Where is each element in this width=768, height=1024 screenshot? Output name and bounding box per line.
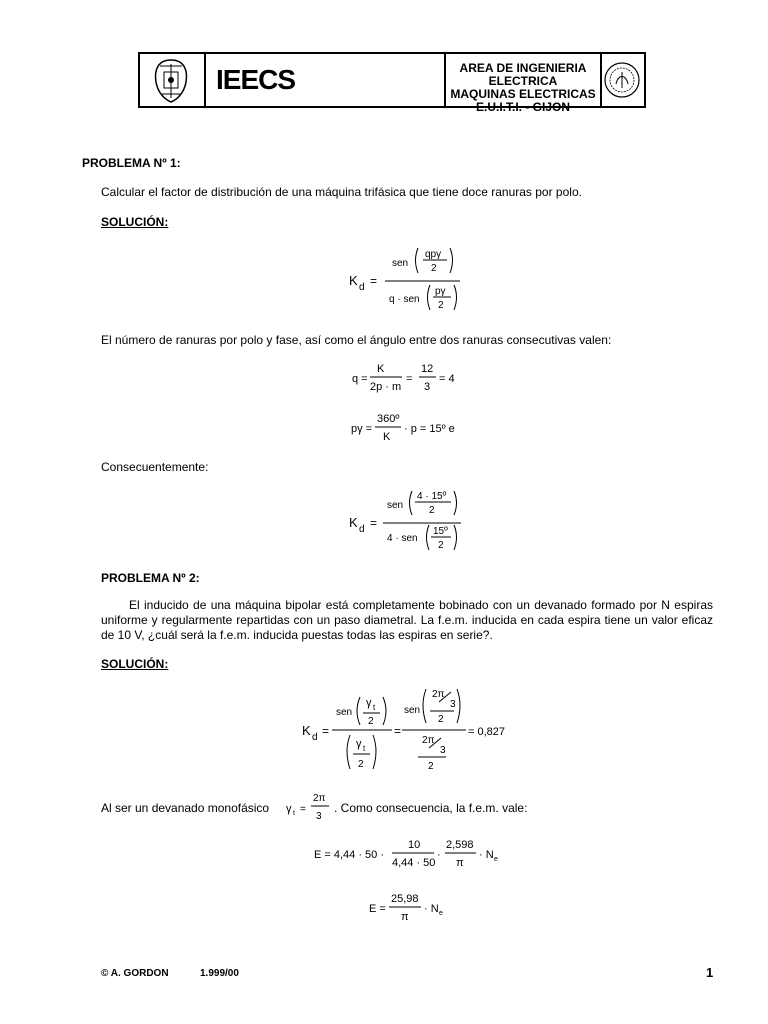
svg-text:2π: 2π	[422, 735, 435, 746]
svg-text:q =: q =	[352, 373, 368, 385]
problem-2-statement: El inducido de una máquina bipolar está completamente bobinado con un devanado formado por N espiras uniforme y regularmente repartidas con un paso diametral. La f.e.m. inducida en cada espira tiene un valor eficaz de 10 V, ¿cuál será la f.e.m. inducida puestas todas las espiras en serie?.	[101, 598, 713, 642]
footer-author: © A. GORDON	[101, 968, 169, 979]
svg-text:γ: γ	[366, 697, 372, 709]
svg-text:· N: · N	[424, 903, 439, 915]
kd-value	[345, 485, 475, 557]
svg-text:=: =	[406, 373, 413, 385]
gamma-t-equation	[284, 788, 336, 826]
kd-lhs: K	[349, 273, 358, 288]
svg-text:3: 3	[450, 699, 456, 710]
svg-text:4 · sen: 4 · sen	[387, 533, 418, 544]
emf-equation-2	[367, 890, 457, 930]
q-equation	[350, 358, 470, 398]
svg-text:· N: · N	[479, 849, 494, 861]
kd-sub: d	[359, 282, 365, 293]
svg-text:2: 2	[438, 540, 444, 551]
kd-num-top: qpγ	[425, 249, 442, 260]
svg-text:=: =	[370, 274, 378, 288]
svg-text:10: 10	[408, 839, 421, 851]
svg-text:15º: 15º	[433, 526, 448, 537]
kd-num-sen: sen	[392, 258, 409, 269]
svg-text:3: 3	[424, 381, 431, 393]
kd-den-top: pγ	[435, 286, 446, 297]
kd-formula	[345, 240, 475, 318]
svg-text:2π: 2π	[432, 689, 445, 700]
svg-text:E = 4,44 · 50 ·: E = 4,44 · 50 ·	[314, 849, 385, 861]
svg-text:= 0,827: = 0,827	[468, 726, 506, 738]
svg-text:=: =	[394, 724, 402, 738]
kd-num-bot: 2	[431, 263, 437, 274]
svg-text:E =: E =	[369, 903, 386, 915]
svg-text:π: π	[401, 911, 409, 923]
kd-den-bot: 2	[438, 300, 444, 311]
problem-1-text-slots: El número de ranuras por polo y fase, así como el ángulo entre dos ranuras consecutivas valen:	[101, 333, 612, 347]
svg-text:3: 3	[316, 811, 322, 822]
svg-text:=: =	[370, 516, 378, 530]
university-crest	[140, 54, 206, 106]
problem-2-text-monophase-a: Al ser un devanado monofásico	[101, 801, 270, 815]
svg-text:12: 12	[421, 363, 434, 375]
svg-text:sen: sen	[336, 707, 353, 718]
svg-text:25,98: 25,98	[391, 893, 419, 905]
crest-icon	[140, 54, 202, 106]
svg-text:=: =	[322, 724, 330, 738]
svg-text:2: 2	[358, 759, 364, 770]
svg-text:t: t	[363, 744, 366, 753]
svg-text:2: 2	[438, 714, 444, 725]
svg-text:e: e	[439, 910, 443, 917]
svg-text:γ: γ	[356, 738, 362, 750]
svg-text:2: 2	[429, 505, 435, 516]
svg-text:K: K	[377, 363, 385, 375]
header-line-2: MAQUINAS ELECTRICAS	[450, 87, 596, 101]
svg-text:sen: sen	[404, 705, 421, 716]
document-header	[138, 52, 646, 114]
problem-1-statement: Calcular el factor de distribución de una máquina trifásica que tiene doce ranuras por polo.	[101, 185, 582, 199]
ieecs-logo	[206, 54, 446, 106]
svg-text:pγ =: pγ =	[351, 423, 373, 435]
svg-text:3: 3	[440, 745, 446, 756]
header-line-1: AREA DE INGENIERIA ELECTRICA	[459, 61, 587, 88]
logo-text: IEECS	[216, 64, 296, 95]
emf-equation-1	[312, 836, 512, 876]
svg-text:e: e	[494, 856, 498, 863]
svg-text:4,44 · 50: 4,44 · 50	[392, 857, 436, 869]
seal-icon	[602, 54, 642, 106]
svg-text:d: d	[359, 524, 365, 535]
school-seal	[602, 54, 644, 106]
svg-text:K: K	[383, 431, 391, 443]
svg-text:γ: γ	[286, 803, 292, 815]
svg-text:·: ·	[437, 849, 441, 861]
svg-text:= 4: = 4	[439, 373, 455, 385]
problem-1-solution-label: SOLUCIÓN:	[101, 215, 169, 229]
svg-text:t: t	[293, 810, 295, 817]
svg-text:2p · m: 2p · m	[370, 381, 402, 393]
svg-text:π: π	[456, 857, 464, 869]
page-number: 1	[706, 965, 714, 980]
footer-year: 1.999/00	[200, 968, 239, 979]
problem-1-title: PROBLEMA Nº 1:	[82, 156, 181, 170]
kd2-equation	[300, 683, 520, 775]
problem-1-text-consequently: Consecuentemente:	[101, 460, 209, 474]
svg-text:2,598: 2,598	[446, 839, 474, 851]
problem-2-solution-label: SOLUCIÓN:	[101, 657, 169, 671]
svg-text:4 · 15º: 4 · 15º	[417, 491, 447, 502]
problem-2-title: PROBLEMA Nº 2:	[101, 571, 200, 585]
svg-text:=: =	[300, 804, 306, 815]
svg-text:360º: 360º	[377, 413, 400, 425]
svg-text:2π: 2π	[313, 793, 326, 804]
svg-text:K: K	[302, 723, 311, 738]
header-titles	[446, 54, 602, 114]
svg-text:· p = 15º e: · p = 15º e	[404, 423, 455, 435]
kd-den-q: q · sen	[389, 294, 420, 305]
svg-text:2: 2	[368, 716, 374, 727]
svg-text:2: 2	[428, 761, 434, 772]
p-gamma-equation	[349, 410, 479, 450]
svg-text:K: K	[349, 515, 358, 530]
svg-text:d: d	[312, 732, 318, 743]
svg-text:sen: sen	[387, 500, 404, 511]
header-line-3: E.U.I.T.I. - GIJON	[475, 100, 570, 114]
problem-2-text-monophase-b: . Como consecuencia, la f.e.m. vale:	[334, 801, 528, 815]
svg-text:t: t	[373, 703, 376, 712]
